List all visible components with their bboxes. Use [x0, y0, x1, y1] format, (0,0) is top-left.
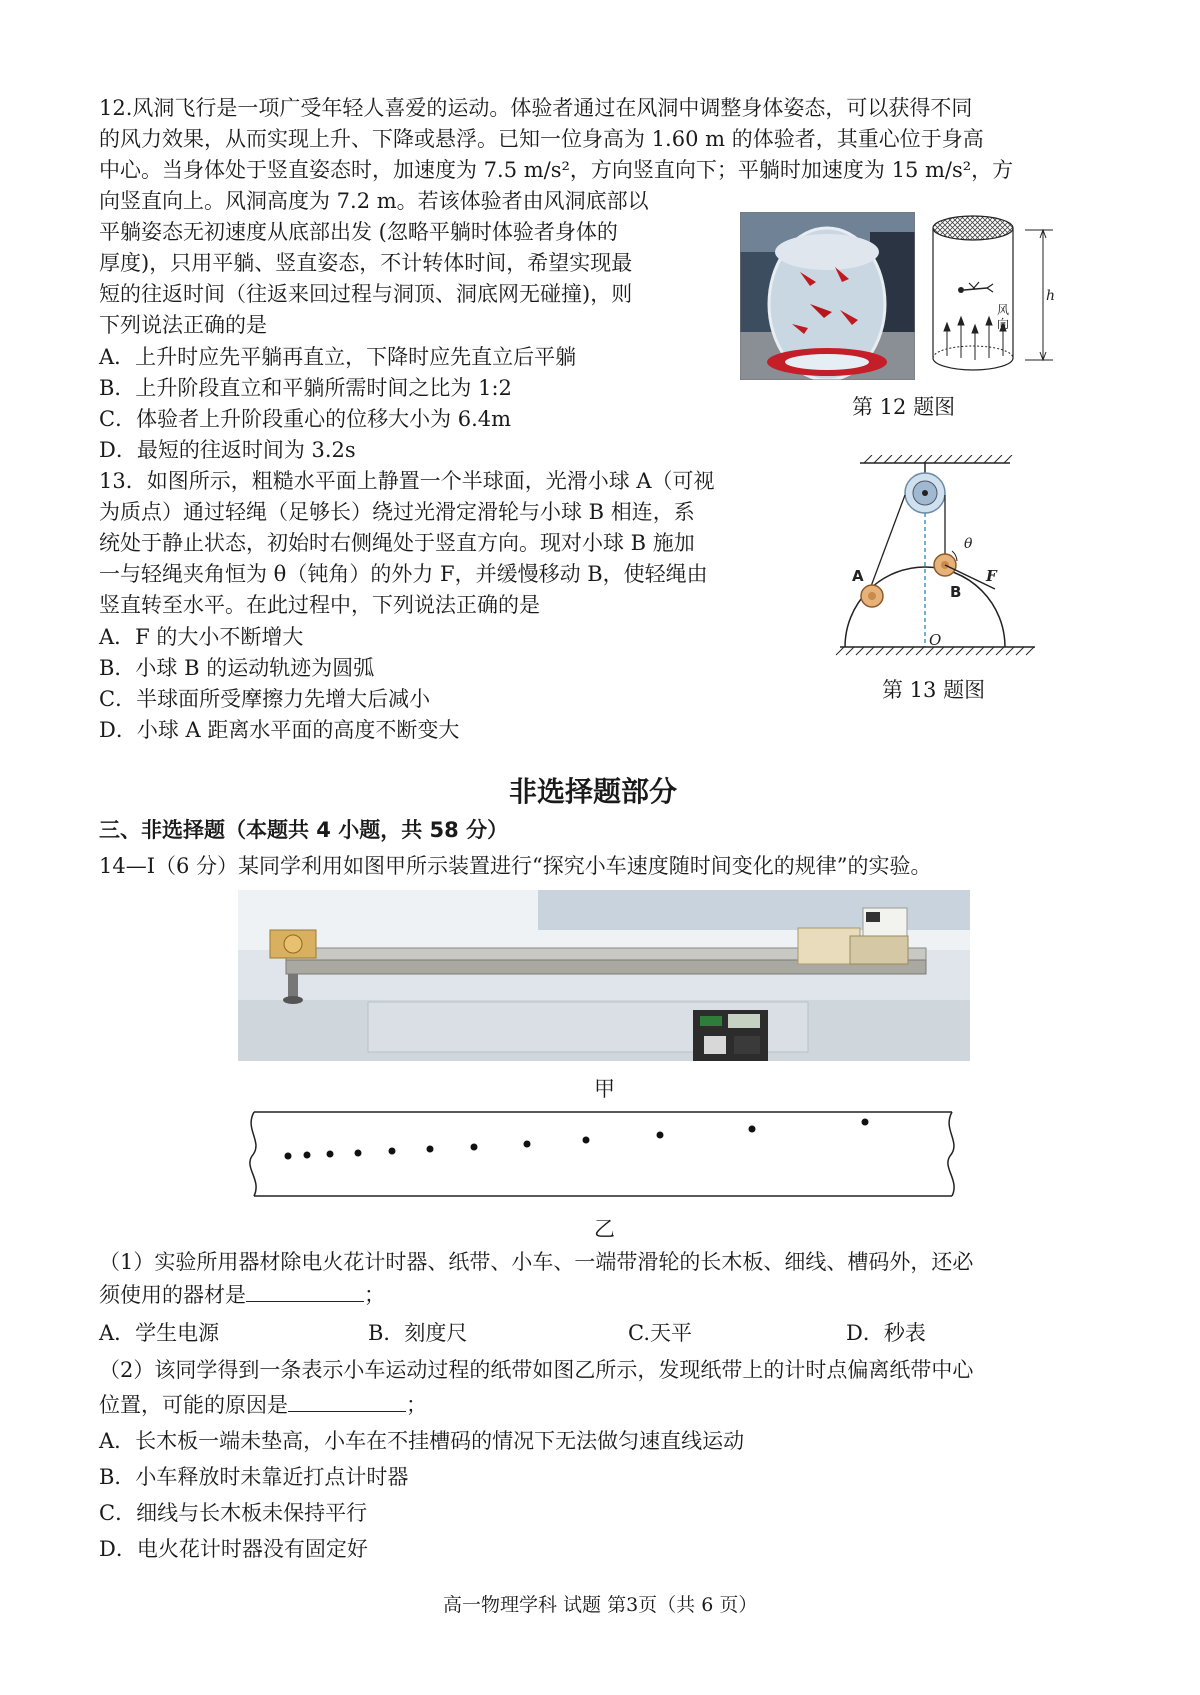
q12-line-5: 平躺姿态无初速度从底部出发 (忽略平躺时体验者身体的 [99, 220, 618, 244]
q14-sub2-prefix: 位置，可能的原因是 [99, 1393, 288, 1417]
timing-dot [583, 1137, 590, 1144]
q14-sub2-line-2 [99, 1390, 427, 1420]
timing-dot [327, 1151, 334, 1158]
q14-sub1-option-c: C.天平 [628, 1321, 692, 1345]
label-theta: θ [964, 536, 973, 552]
wind-tunnel-photo [740, 212, 915, 380]
q14-sub2-line-1: （2）该同学得到一条表示小车运动过程的纸带如图乙所示，发现纸带上的计时点偏离纸带中心 [99, 1358, 974, 1382]
label-o: O [929, 631, 942, 649]
page-footer: 高一物理学科 试题 第3页（共 6 页） [443, 1594, 758, 1616]
q12-line-3: 中心。当身体处于竖直姿态时，加速度为 7.5 m/s²，方向竖直向下；平躺时加速度为 15 m/s²，方 [99, 158, 1014, 182]
q12-line-7: 短的往返时间（往返来回过程与洞顶、洞底网无碰撞)，则 [99, 282, 633, 306]
answer-blank-2[interactable] [288, 1391, 406, 1412]
q14-sub1-line-2 [99, 1280, 385, 1310]
wind-label-char: 风 [997, 303, 1010, 317]
q13-option-a: A．F 的大小不断增大 [99, 625, 304, 649]
fig13-diagram [830, 455, 1040, 667]
q14-sub1-line-1: （1）实验所用器材除电火花计时器、纸带、小车、一端带滑轮的长木板、细线、槽码外，还必 [99, 1250, 974, 1274]
q14-sub1-suffix: ； [364, 1283, 385, 1307]
q14-sub2-option-a: A．长木板一端未垫高，小车在不挂槽码的情况下无法做匀速直线运动 [99, 1429, 745, 1453]
section-title: 非选择题部分 [509, 775, 678, 808]
fig12-caption: 第 12 题图 [852, 395, 956, 419]
q14-sub1-option-d: D．秒表 [846, 1321, 926, 1345]
q14-intro: 14—I（6 分）某同学利用如图甲所示装置进行“探究小车速度随时间变化的规律”的实验。 [99, 854, 932, 878]
wind-label-char: 向 [997, 317, 1010, 331]
q14-sub2-suffix: ； [406, 1393, 427, 1417]
q12-line-4: 向竖直向上。风洞高度为 7.2 m。若该体验者由风洞底部以 [99, 189, 649, 213]
timing-dot [524, 1141, 531, 1148]
apparatus-photo [238, 890, 970, 1061]
q12-option-d: D．最短的往返时间为 3.2s [99, 438, 356, 462]
q12-line-2: 的风力效果，从而实现上升、下降或悬浮。已知一位身高为 1.60 m 的体验者，其重心位于身高 [99, 127, 984, 151]
q12-line-6: 厚度)，只用平躺、竖直姿态，不计转体时间，希望实现最 [99, 251, 633, 275]
q12-line-8: 下列说法正确的是 [99, 313, 267, 337]
q14-sub1-option-a: A．学生电源 [99, 1321, 220, 1345]
wind-direction-label [997, 303, 1013, 331]
section-heading: 三、非选择题（本题共 4 小题，共 58 分） [99, 818, 509, 842]
q14-sub1-option-b: B．刻度尺 [368, 1321, 468, 1345]
q14-sub2-option-d: D．电火花计时器没有固定好 [99, 1537, 368, 1561]
q13-option-d: D．小球 A 距离水平面的高度不断变大 [99, 718, 460, 742]
q13-line-1: 13．如图所示，粗糙水平面上静置一个半球面，光滑小球 A（可视 [99, 469, 715, 493]
tape-dots [285, 1119, 869, 1160]
fig-jia-caption: 甲 [594, 1077, 615, 1101]
timing-dot [657, 1132, 664, 1139]
q14-sub2-option-b: B．小车释放时未靠近打点计时器 [99, 1465, 409, 1489]
timing-dot [285, 1153, 292, 1160]
q13-line-3: 统处于静止状态，初始时右侧绳处于竖直方向。现对小球 B 施加 [99, 531, 695, 555]
timing-dot [389, 1148, 396, 1155]
q14-sub1-prefix: 须使用的器材是 [99, 1283, 246, 1307]
height-label-h: h [1046, 288, 1056, 304]
q13-line-2: 为质点）通过轻绳（足够长）绕过光滑定滑轮与小球 B 相连，系 [99, 500, 695, 524]
fig-yi-caption: 乙 [594, 1217, 615, 1241]
timing-dot [427, 1146, 434, 1153]
q13-option-b: B．小球 B 的运动轨迹为圆弧 [99, 656, 375, 680]
timing-dot [355, 1150, 362, 1157]
q12-option-a: A．上升时应先平躺再直立，下降时应先直立后平躺 [99, 345, 577, 369]
paper-tape-figure [240, 1108, 970, 1200]
q13-option-c: C．半球面所受摩擦力先增大后减小 [99, 687, 431, 711]
q12-option-c: C．体验者上升阶段重心的位移大小为 6.4m [99, 407, 512, 431]
label-b: B [950, 583, 962, 601]
wind-tunnel-diagram [925, 210, 1060, 380]
q13-line-5: 竖直转至水平。在此过程中，下列说法正确的是 [99, 593, 540, 617]
timing-dot [749, 1126, 756, 1133]
q12-line-1: 12.风洞飞行是一项广受年轻人喜爱的运动。体验者通过在风洞中调整身体姿态，可以获得不同 [99, 96, 973, 120]
label-f: F [986, 567, 997, 585]
label-a: A [852, 567, 864, 585]
q12-option-b: B．上升阶段直立和平躺所需时间之比为 1:2 [99, 376, 512, 400]
answer-blank-1[interactable] [246, 1281, 364, 1302]
timing-dot [862, 1119, 869, 1126]
fig13-caption: 第 13 题图 [882, 678, 986, 702]
timing-dot [304, 1152, 311, 1159]
q13-line-4: 一与轻绳夹角恒为 θ（钝角）的外力 F，并缓慢移动 B，使轻绳由 [99, 562, 708, 586]
timing-dot [471, 1144, 478, 1151]
q14-sub2-option-c: C．细线与长木板未保持平行 [99, 1501, 368, 1525]
